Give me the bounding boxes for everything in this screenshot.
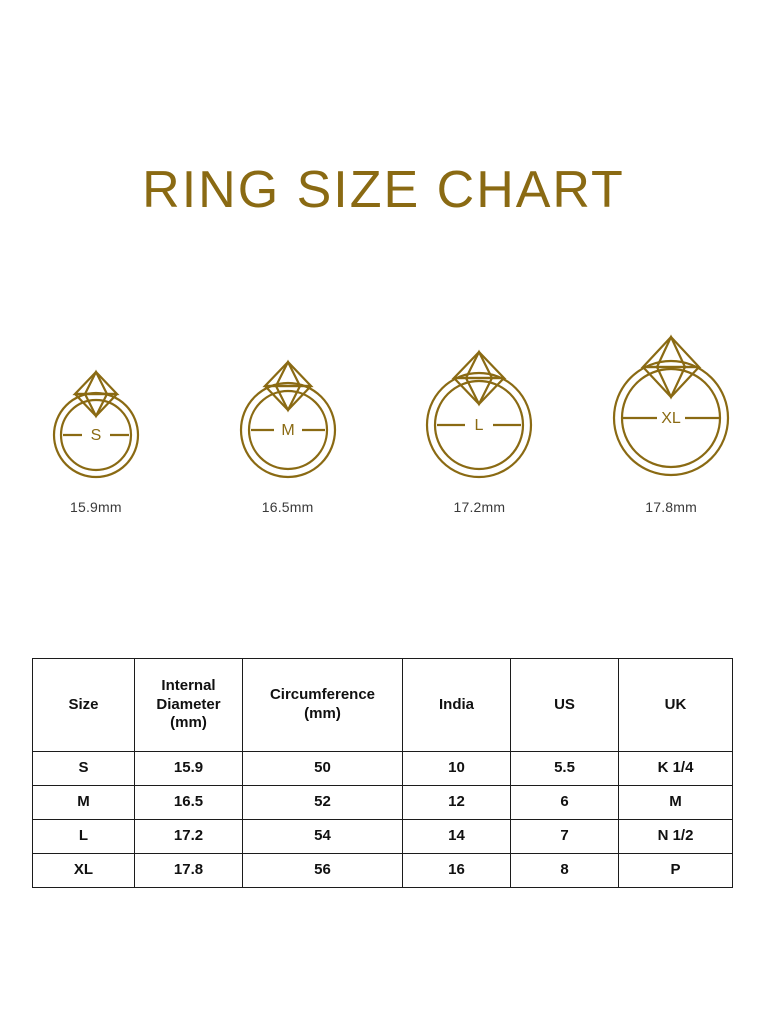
column-header-india: India [403, 659, 511, 752]
svg-text:S: S [90, 427, 102, 444]
cell-uk: P [619, 854, 733, 888]
table-row [33, 752, 733, 786]
table-row [33, 820, 733, 854]
ring-item-l [389, 315, 569, 515]
cell-us: 8 [511, 854, 619, 888]
table-header-row [33, 659, 733, 752]
svg-text:XL: XL [661, 410, 681, 427]
ring-caption-xl: 17.8mm [645, 499, 698, 515]
column-header-diameter-line1: Internal [161, 676, 216, 694]
column-header-circumference-line2: (mm) [304, 705, 341, 722]
cell-circumference: 54 [243, 820, 403, 854]
ring-caption-s: 15.9mm [69, 499, 122, 515]
cell-circumference: 52 [243, 786, 403, 820]
ring-item-s [6, 315, 186, 515]
cell-size: M [33, 786, 135, 820]
ring-item-xl [581, 315, 761, 515]
ring-item-m [198, 315, 378, 515]
table-row [33, 786, 733, 820]
cell-uk: N 1/2 [619, 820, 733, 854]
column-header-diameter-line2: Diameter [156, 695, 221, 713]
cell-uk: M [619, 786, 733, 820]
column-header-diameter [135, 659, 243, 752]
cell-india: 10 [403, 752, 511, 786]
cell-size: XL [33, 854, 135, 888]
column-header-size: Size [33, 659, 135, 752]
cell-diameter: 16.5 [135, 786, 243, 820]
ring-icon-l [415, 315, 543, 485]
column-header-circumference [243, 659, 403, 752]
cell-diameter: 17.8 [135, 854, 243, 888]
cell-us: 7 [511, 820, 619, 854]
ring-icon-m [229, 315, 347, 485]
cell-diameter: 17.2 [135, 820, 243, 854]
column-header-circumference-line1: Circumference [269, 686, 376, 704]
ring-icon-xl [601, 315, 741, 485]
cell-india: 16 [403, 854, 511, 888]
page-title: RING SIZE CHART [142, 161, 625, 219]
cell-circumference: 50 [243, 752, 403, 786]
cell-us: 6 [511, 786, 619, 820]
cell-india: 14 [403, 820, 511, 854]
svg-text:M: M [280, 422, 295, 439]
size-conversion-table [32, 658, 733, 888]
ring-caption-m: 16.5mm [261, 499, 314, 515]
cell-india: 12 [403, 786, 511, 820]
svg-text:L: L [474, 417, 484, 434]
column-header-diameter-line3: (mm) [170, 714, 207, 732]
table-row [33, 854, 733, 888]
cell-size: S [33, 752, 135, 786]
cell-us: 5.5 [511, 752, 619, 786]
ring-icon-s [41, 315, 151, 485]
cell-size: L [33, 820, 135, 854]
cell-diameter: 15.9 [135, 752, 243, 786]
cell-uk: K 1/4 [619, 752, 733, 786]
ring-illustrations [0, 315, 767, 515]
column-header-us: US [511, 659, 619, 752]
ring-caption-l: 17.2mm [453, 499, 506, 515]
cell-circumference: 56 [243, 854, 403, 888]
column-header-uk: UK [619, 659, 733, 752]
